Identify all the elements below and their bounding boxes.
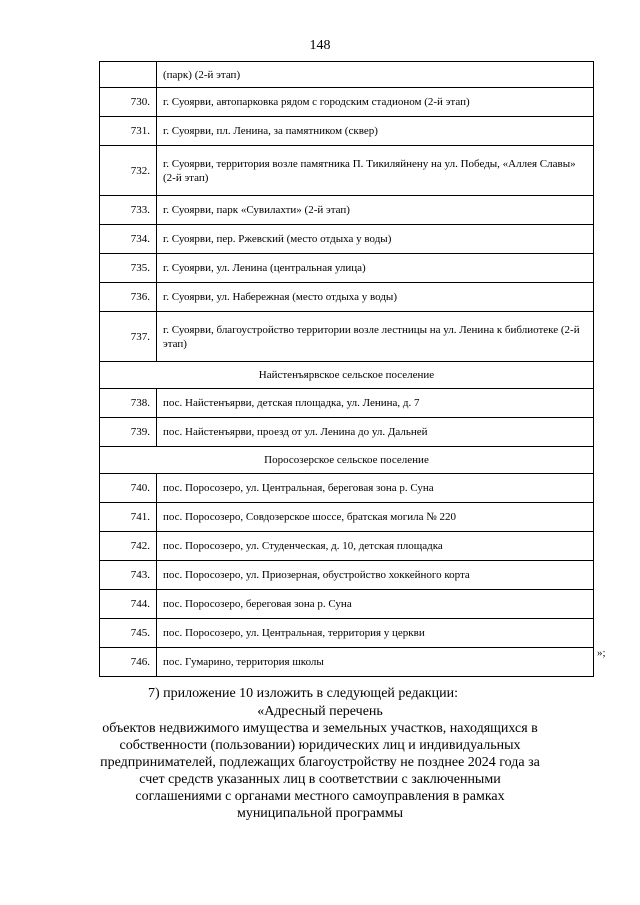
- table-row: [100, 532, 594, 561]
- item-number: 741.: [100, 503, 157, 532]
- item-number: 737.: [100, 312, 157, 362]
- item-address: пос. Найстенъярви, детская площадка, ул. Ленина, д. 7: [157, 389, 594, 418]
- table-row: [100, 619, 594, 648]
- heading-line: муниципальной программы: [236, 806, 404, 821]
- table-row: [100, 503, 594, 532]
- amendment-text: 7) приложение 10 изложить в следующей редакции:: [148, 686, 458, 701]
- table-row: [100, 590, 594, 619]
- item-number: 736.: [100, 283, 157, 312]
- item-address: пос. Поросозеро, ул. Центральная, территория у церкви: [157, 619, 594, 648]
- heading-line: предпринимателей, подлежащих благоустройству не позднее 2024 года за: [100, 755, 540, 770]
- item-number: 734.: [100, 225, 157, 254]
- item-address: г. Суоярви, парк «Сувилахти» (2-й этап): [157, 196, 594, 225]
- item-number: 730.: [100, 88, 157, 117]
- item-number: 731.: [100, 117, 157, 146]
- section-row: [100, 362, 594, 389]
- item-number: 738.: [100, 389, 157, 418]
- heading-line: соглашениями с органами местного самоуправления в рамках: [135, 789, 505, 804]
- address-table: [99, 61, 594, 677]
- item-address: пос. Гумарино, территория школы: [157, 648, 594, 677]
- item-address: пос. Поросозеро, береговая зона р. Суна: [157, 590, 594, 619]
- table-row: [100, 312, 594, 362]
- table-row: [100, 254, 594, 283]
- table-row: [100, 117, 594, 146]
- closing-quote-mark: »;: [597, 647, 606, 659]
- item-number: [100, 62, 157, 88]
- item-number: 732.: [100, 146, 157, 196]
- item-address: пос. Поросозеро, ул. Студенческая, д. 10, детская площадка: [157, 532, 594, 561]
- item-address: г. Суоярви, ул. Ленина (центральная улица): [157, 254, 594, 283]
- item-address: г. Суоярви, территория возле памятника П. Тикиляйнену на ул. Победы, «Аллея Славы» (2-й этап): [157, 146, 594, 196]
- item-number: 740.: [100, 474, 157, 503]
- table-row: [100, 561, 594, 590]
- item-address: пос. Поросозеро, ул. Приозерная, обустройство хоккейного корта: [157, 561, 594, 590]
- item-number: 735.: [100, 254, 157, 283]
- table-row: [100, 196, 594, 225]
- table-row: [100, 62, 594, 88]
- section-row: [100, 447, 594, 474]
- table-row: [100, 146, 594, 196]
- item-number: 742.: [100, 532, 157, 561]
- item-address: пос. Поросозеро, ул. Центральная, береговая зона р. Суна: [157, 474, 594, 503]
- item-address: г. Суоярви, ул. Набережная (место отдыха у воды): [157, 283, 594, 312]
- table-row: [100, 225, 594, 254]
- item-number: 746.: [100, 648, 157, 677]
- item-address: г. Суоярви, благоустройство территории возле лестницы на ул. Ленина к библиотеке (2-й этап): [157, 312, 594, 362]
- section-title: Найстенъярвское сельское поселение: [100, 362, 594, 389]
- item-number: 744.: [100, 590, 157, 619]
- item-number: 745.: [100, 619, 157, 648]
- table-row: [100, 88, 594, 117]
- item-address: г. Суоярви, автопарковка рядом с городским стадионом (2-й этап): [157, 88, 594, 117]
- heading-line: счет средств указанных лиц в соответствии с заключенными: [139, 772, 501, 787]
- table-row: [100, 474, 594, 503]
- section-title: Поросозерское сельское поселение: [100, 447, 594, 474]
- list-heading: [70, 703, 570, 822]
- item-address: пос. Поросозеро, Совдозерское шоссе, братская могила № 220: [157, 503, 594, 532]
- table-row: [100, 418, 594, 447]
- table-row: [100, 283, 594, 312]
- item-address: г. Суоярви, пл. Ленина, за памятником (сквер): [157, 117, 594, 146]
- heading-line: объектов недвижимого имущества и земельных участков, находящихся в: [102, 721, 538, 736]
- item-number: 733.: [100, 196, 157, 225]
- item-address: г. Суоярви, пер. Ржевский (место отдыха у воды): [157, 225, 594, 254]
- item-address: (парк) (2-й этап): [157, 62, 594, 88]
- table-row: [100, 648, 594, 677]
- heading-line: «Адресный перечень: [257, 704, 383, 719]
- item-address: пос. Найстенъярви, проезд от ул. Ленина до ул. Дальней: [157, 418, 594, 447]
- page-number: 148: [309, 38, 331, 53]
- table-row: [100, 389, 594, 418]
- item-number: 739.: [100, 418, 157, 447]
- item-number: 743.: [100, 561, 157, 590]
- heading-line: собственности (пользовании) юридических лиц и индивидуальных: [119, 738, 521, 753]
